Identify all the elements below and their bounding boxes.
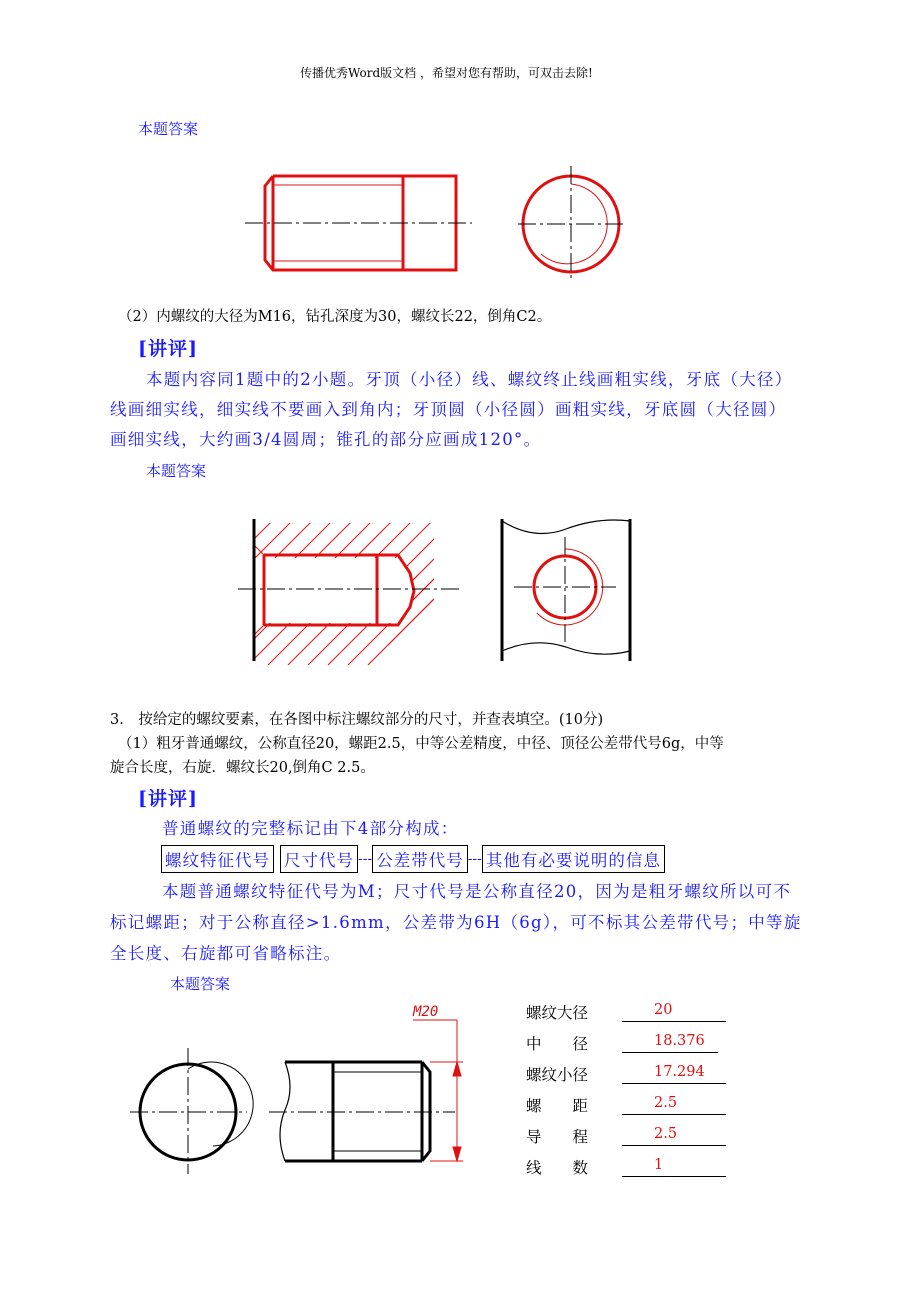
table-value-3: 2.5 bbox=[654, 1095, 678, 1111]
comment-3-line3: 全长度、右旋都可省略标注。 bbox=[110, 944, 342, 963]
table-value-0: 20 bbox=[654, 1002, 673, 1018]
comment-3-line1: 本题普通螺纹特征代号为M；尺寸代号是公称直径20，因为是粗牙螺纹所以可不 bbox=[162, 882, 792, 901]
table-value-5: 1 bbox=[654, 1157, 664, 1173]
table-label-0: 螺纹大径 bbox=[526, 1004, 589, 1022]
answer-label-3: 本题答案 bbox=[170, 975, 231, 993]
table-value-2: 17.294 bbox=[654, 1064, 705, 1080]
box-tolerance-code: 公差带代号 bbox=[372, 845, 468, 873]
answer-label-1: 本题答案 bbox=[138, 120, 199, 138]
internal-end-view bbox=[502, 519, 630, 661]
marking-structure bbox=[161, 845, 665, 873]
table-label-1: 中 径 bbox=[526, 1035, 589, 1053]
table-label-4: 导 程 bbox=[526, 1128, 589, 1146]
hole-outline bbox=[254, 545, 414, 635]
page-header: 传播优秀Word版文档 ，希望对您有帮助，可双击去除! bbox=[300, 66, 593, 80]
box-other-info: 其他有必要说明的信息 bbox=[482, 845, 665, 873]
problem-3-1-line1: （1）粗牙普通螺纹，公称直径20，螺距2.5，中等公差精度，中径、顶径公差带代号6g，中等 bbox=[118, 736, 724, 752]
problem-2-2: （2）内螺纹的大径为M16，钻孔深度为30，螺纹长22，倒角C2。 bbox=[118, 309, 552, 325]
box-size-code: 尺寸代号 bbox=[280, 845, 358, 873]
m20-label: M20 bbox=[413, 1004, 439, 1020]
comment-3-intro: 普通螺纹的完整标记由下4部分构成： bbox=[162, 819, 459, 838]
section-hatching bbox=[248, 515, 448, 665]
dash-1: --- bbox=[358, 851, 373, 867]
problem-3: 3． 按给定的螺纹要素，在各图中标注螺纹部分的尺寸，并查表填空。(10分) bbox=[110, 712, 604, 728]
table-value-4: 2.5 bbox=[654, 1126, 678, 1142]
comment-3-line2: 标记螺距；对于公称直径>1.6mm，公差带为6H（6g），可不标其公差带代号；中等旋 bbox=[110, 913, 802, 932]
dash-2: --- bbox=[467, 851, 482, 867]
table-underline-0 bbox=[622, 1001, 726, 1022]
comment-2-line2: 线画细实线，细实线不要画入到角内；牙顶圆（小径圆）画粗实线，牙底圆（大径圆） bbox=[110, 400, 787, 419]
problem-3-1-line2: 旋合长度，右旋．螺纹长20,倒角C 2.5。 bbox=[110, 760, 375, 776]
comment-2-line3: 画细实线，大约画3/4圆周；锥孔的部分应画成120°。 bbox=[110, 430, 542, 449]
comment-heading-2: [讲评] bbox=[138, 788, 198, 810]
table-value-1: 18.376 bbox=[654, 1033, 705, 1049]
table-underline-5 bbox=[622, 1156, 726, 1177]
figure-m20-thread bbox=[125, 1000, 485, 1180]
figure-internal-thread bbox=[238, 515, 638, 665]
m20-end-view bbox=[130, 1048, 253, 1174]
table-label-3: 螺 距 bbox=[526, 1097, 589, 1115]
answer-label-2: 本题答案 bbox=[146, 462, 207, 480]
figure-external-thread bbox=[240, 160, 640, 280]
box-feature-code: 螺纹特征代号 bbox=[161, 845, 274, 873]
table-label-2: 螺纹小径 bbox=[526, 1066, 589, 1084]
comment-2-line1: 本题内容同1题中的2小题。牙顶（小径）线、螺纹终止线画粗实线，牙底（大径） bbox=[146, 370, 793, 389]
comment-heading-1: [讲评] bbox=[138, 338, 198, 360]
thread-end-view bbox=[518, 166, 625, 280]
table-label-5: 线 数 bbox=[526, 1159, 589, 1177]
